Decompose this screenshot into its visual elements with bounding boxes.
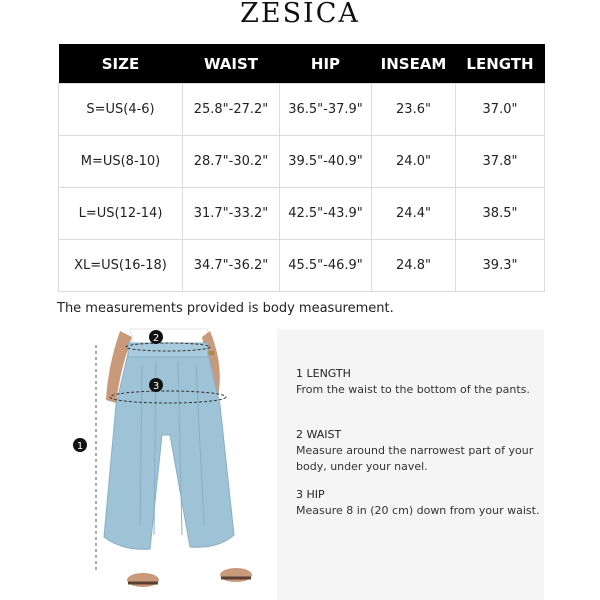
cell-size: XL=US(16-18) xyxy=(59,240,183,292)
table-row xyxy=(59,84,545,136)
marker-waist xyxy=(149,330,163,344)
instruction-length-heading: 1 LENGTH xyxy=(296,367,351,380)
cell-inseam: 24.8" xyxy=(372,240,456,292)
instruction-waist-heading: 2 WAIST xyxy=(296,428,342,441)
cell-waist: 28.7"-30.2" xyxy=(183,136,280,188)
instruction-length xyxy=(296,366,541,398)
cell-inseam: 24.4" xyxy=(372,188,456,240)
marker-length xyxy=(73,438,87,452)
cell-length: 39.3" xyxy=(456,240,545,292)
cell-waist: 34.7"-36.2" xyxy=(183,240,280,292)
cell-length: 37.8" xyxy=(456,136,545,188)
cell-inseam: 24.0" xyxy=(372,136,456,188)
foot-left xyxy=(127,573,159,587)
table-header-row xyxy=(59,44,545,84)
table-row xyxy=(59,136,545,188)
header-inseam: INSEAM xyxy=(372,44,456,84)
cell-size: M=US(8-10) xyxy=(59,136,183,188)
header-length: LENGTH xyxy=(456,44,545,84)
cell-length: 38.5" xyxy=(456,188,545,240)
cell-size: S=US(4-6) xyxy=(59,84,183,136)
table-row xyxy=(59,240,545,292)
header-hip: HIP xyxy=(280,44,372,84)
cell-hip: 45.5"-46.9" xyxy=(280,240,372,292)
measurement-note: The measurements provided is body measurement. xyxy=(57,301,394,316)
pants-measurement-illustration xyxy=(58,325,273,600)
cell-size: L=US(12-14) xyxy=(59,188,183,240)
cell-hip: 39.5"-40.9" xyxy=(280,136,372,188)
cell-hip: 42.5"-43.9" xyxy=(280,188,372,240)
foot-right xyxy=(220,568,252,582)
header-size: SIZE xyxy=(59,44,183,84)
cell-hip: 36.5"-37.9" xyxy=(280,84,372,136)
header-waist: WAIST xyxy=(183,44,280,84)
instruction-hip-text: Measure 8 in (20 cm) down from your waist. xyxy=(296,504,540,517)
cell-waist: 25.8"-27.2" xyxy=(183,84,280,136)
marker-hip xyxy=(149,378,163,392)
instruction-waist-text: Measure around the narrowest part of your body, under your navel. xyxy=(296,444,534,473)
cell-inseam: 23.6" xyxy=(372,84,456,136)
table-row xyxy=(59,188,545,240)
marker-hip-label: 3 xyxy=(152,381,160,392)
marker-waist-label: 2 xyxy=(152,333,160,344)
marker-length-label: 1 xyxy=(76,441,84,452)
brand-logo: ZESICA xyxy=(240,0,360,29)
instruction-hip xyxy=(296,487,541,519)
instruction-length-text: From the waist to the bottom of the pants. xyxy=(296,383,530,396)
cell-length: 37.0" xyxy=(456,84,545,136)
cell-waist: 31.7"-33.2" xyxy=(183,188,280,240)
instruction-waist xyxy=(296,427,541,475)
instruction-hip-heading: 3 HIP xyxy=(296,488,325,501)
size-chart-table xyxy=(58,44,545,292)
